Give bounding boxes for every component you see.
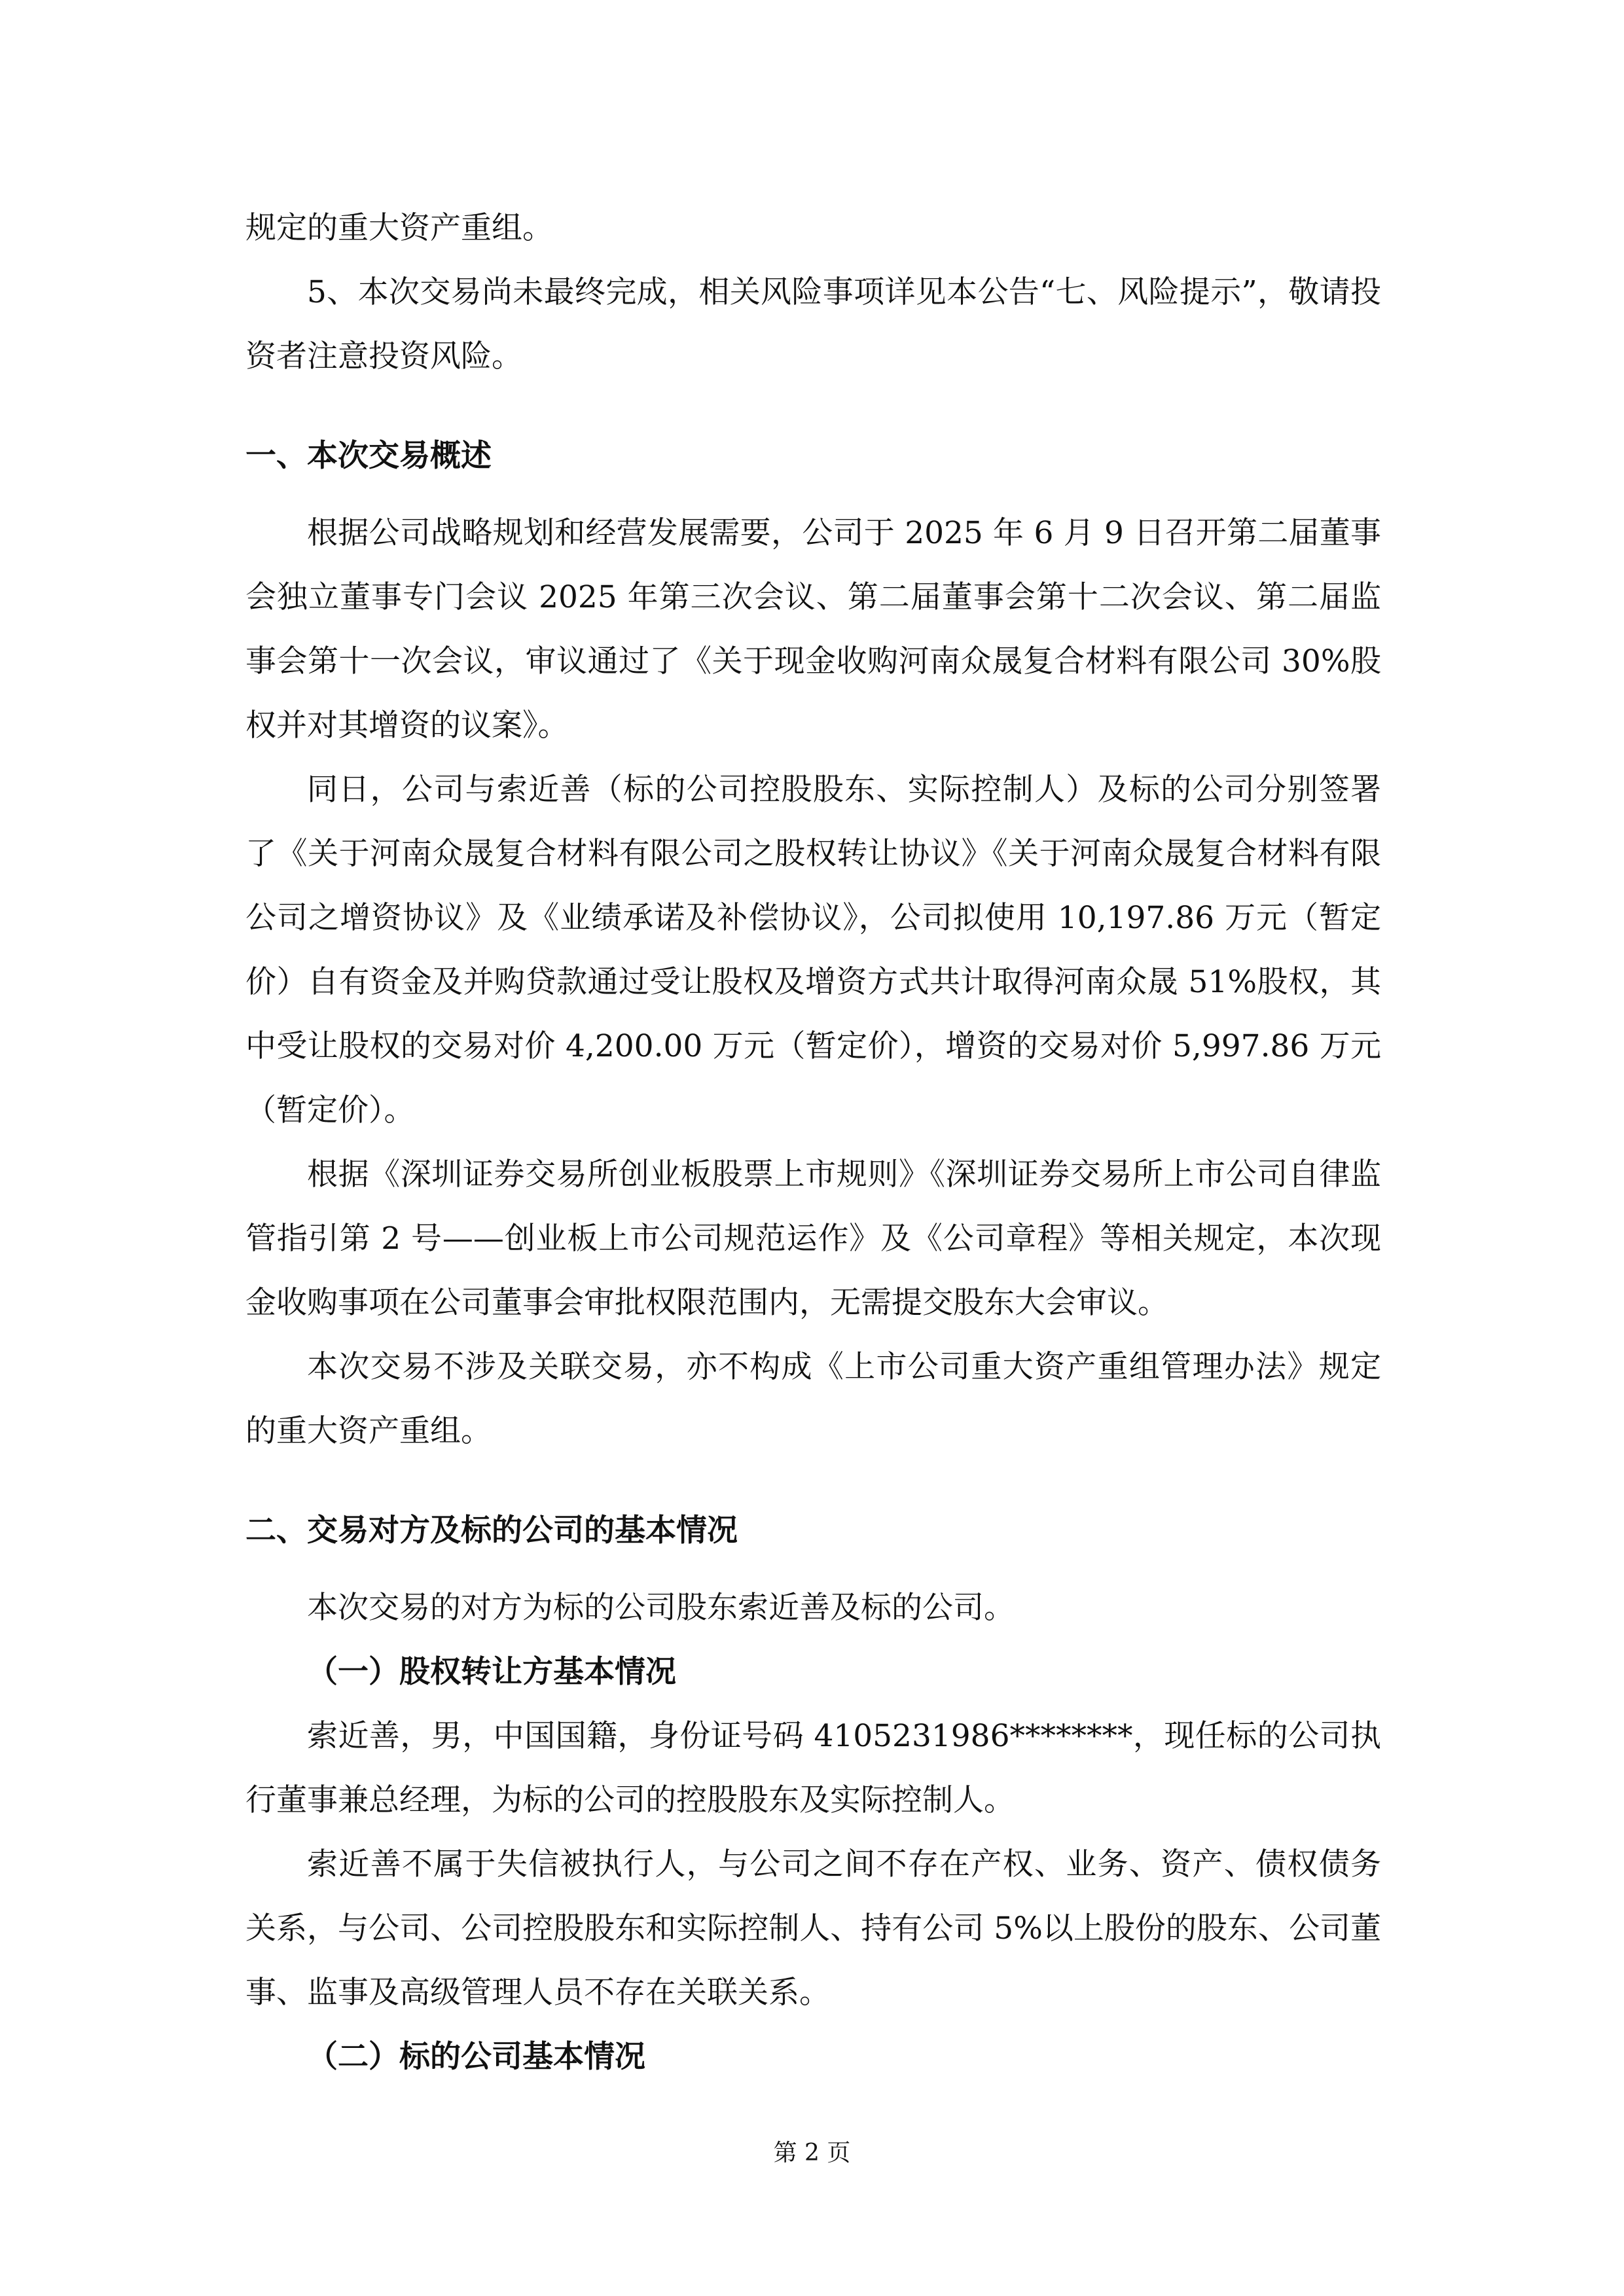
section-1-paragraph: 同日，公司与索近善（标的公司控股股东、实际控制人）及标的公司分别签署了《关于河南众晟复合材料有限公司之股权转让协议》《关于河南众晟复合材料有限公司之增资协议》及《业绩承诺及补偿协议》，公司拟使用 10,197.86 万元（暂定价）自有资金及并购贷款通过受让股权及增资方式共计取得河南众晟 51%股权，其中受让股权的交易对价 4,200.00 万元（暂定价），增资的交易对价 5,997.86 万元（暂定价）。: [245, 772, 1381, 1128]
section-1-heading: 一、本次交易概述: [245, 438, 492, 474]
page-number: 第 2 页: [773, 2140, 851, 2166]
section-1-paragraph: 本次交易不涉及关联交易，亦不构成《上市公司重大资产重组管理办法》规定的重大资产重组。: [245, 1349, 1381, 1449]
section-1-paragraph: 根据公司战略规划和经营发展需要，公司于 2025 年 6 月 9 日召开第二届董事会独立董事专门会议 2025 年第三次会议、第二届董事会第十二次会议、第二届监事会第十一次会议，审议通过了《关于现金收购河南众晟复合材料有限公司 30%股权并对其增资的议案》。: [245, 515, 1381, 744]
section-2-intro: 本次交易的对方为标的公司股东索近善及标的公司。: [307, 1590, 1015, 1626]
subsection-1-heading: （一）股权转让方基本情况: [307, 1654, 676, 1690]
continued-fragment: 规定的重大资产重组。: [245, 210, 553, 246]
page-body: [245, 196, 1381, 2089]
subsection-2-heading: （二）标的公司基本情况: [307, 2039, 645, 2075]
subsection-1-paragraph: 索近善，男，中国国籍，身份证号码 4105231986********，现任标的公司执行董事兼总经理，为标的公司的控股股东及实际控制人。: [245, 1718, 1381, 1818]
section-1-paragraph: 根据《深圳证券交易所创业板股票上市规则》《深圳证券交易所上市公司自律监管指引第 2 号——创业板上市公司规范运作》及《公司章程》等相关规定，本次现金收购事项在公司董事会审批权限范围内，无需提交股东大会审议。: [245, 1157, 1381, 1321]
section-2-heading: 二、交易对方及标的公司的基本情况: [245, 1513, 738, 1549]
item-5-paragraph: 5、本次交易尚未最终完成，相关风险事项详见本公告“七、风险提示”，敬请投资者注意投资风险。: [245, 274, 1381, 374]
subsection-1-paragraph: 索近善不属于失信被执行人，与公司之间不存在产权、业务、资产、债权债务关系，与公司、公司控股股东和实际控制人、持有公司 5%以上股份的股东、公司董事、监事及高级管理人员不存在关联关系。: [245, 1846, 1381, 2011]
